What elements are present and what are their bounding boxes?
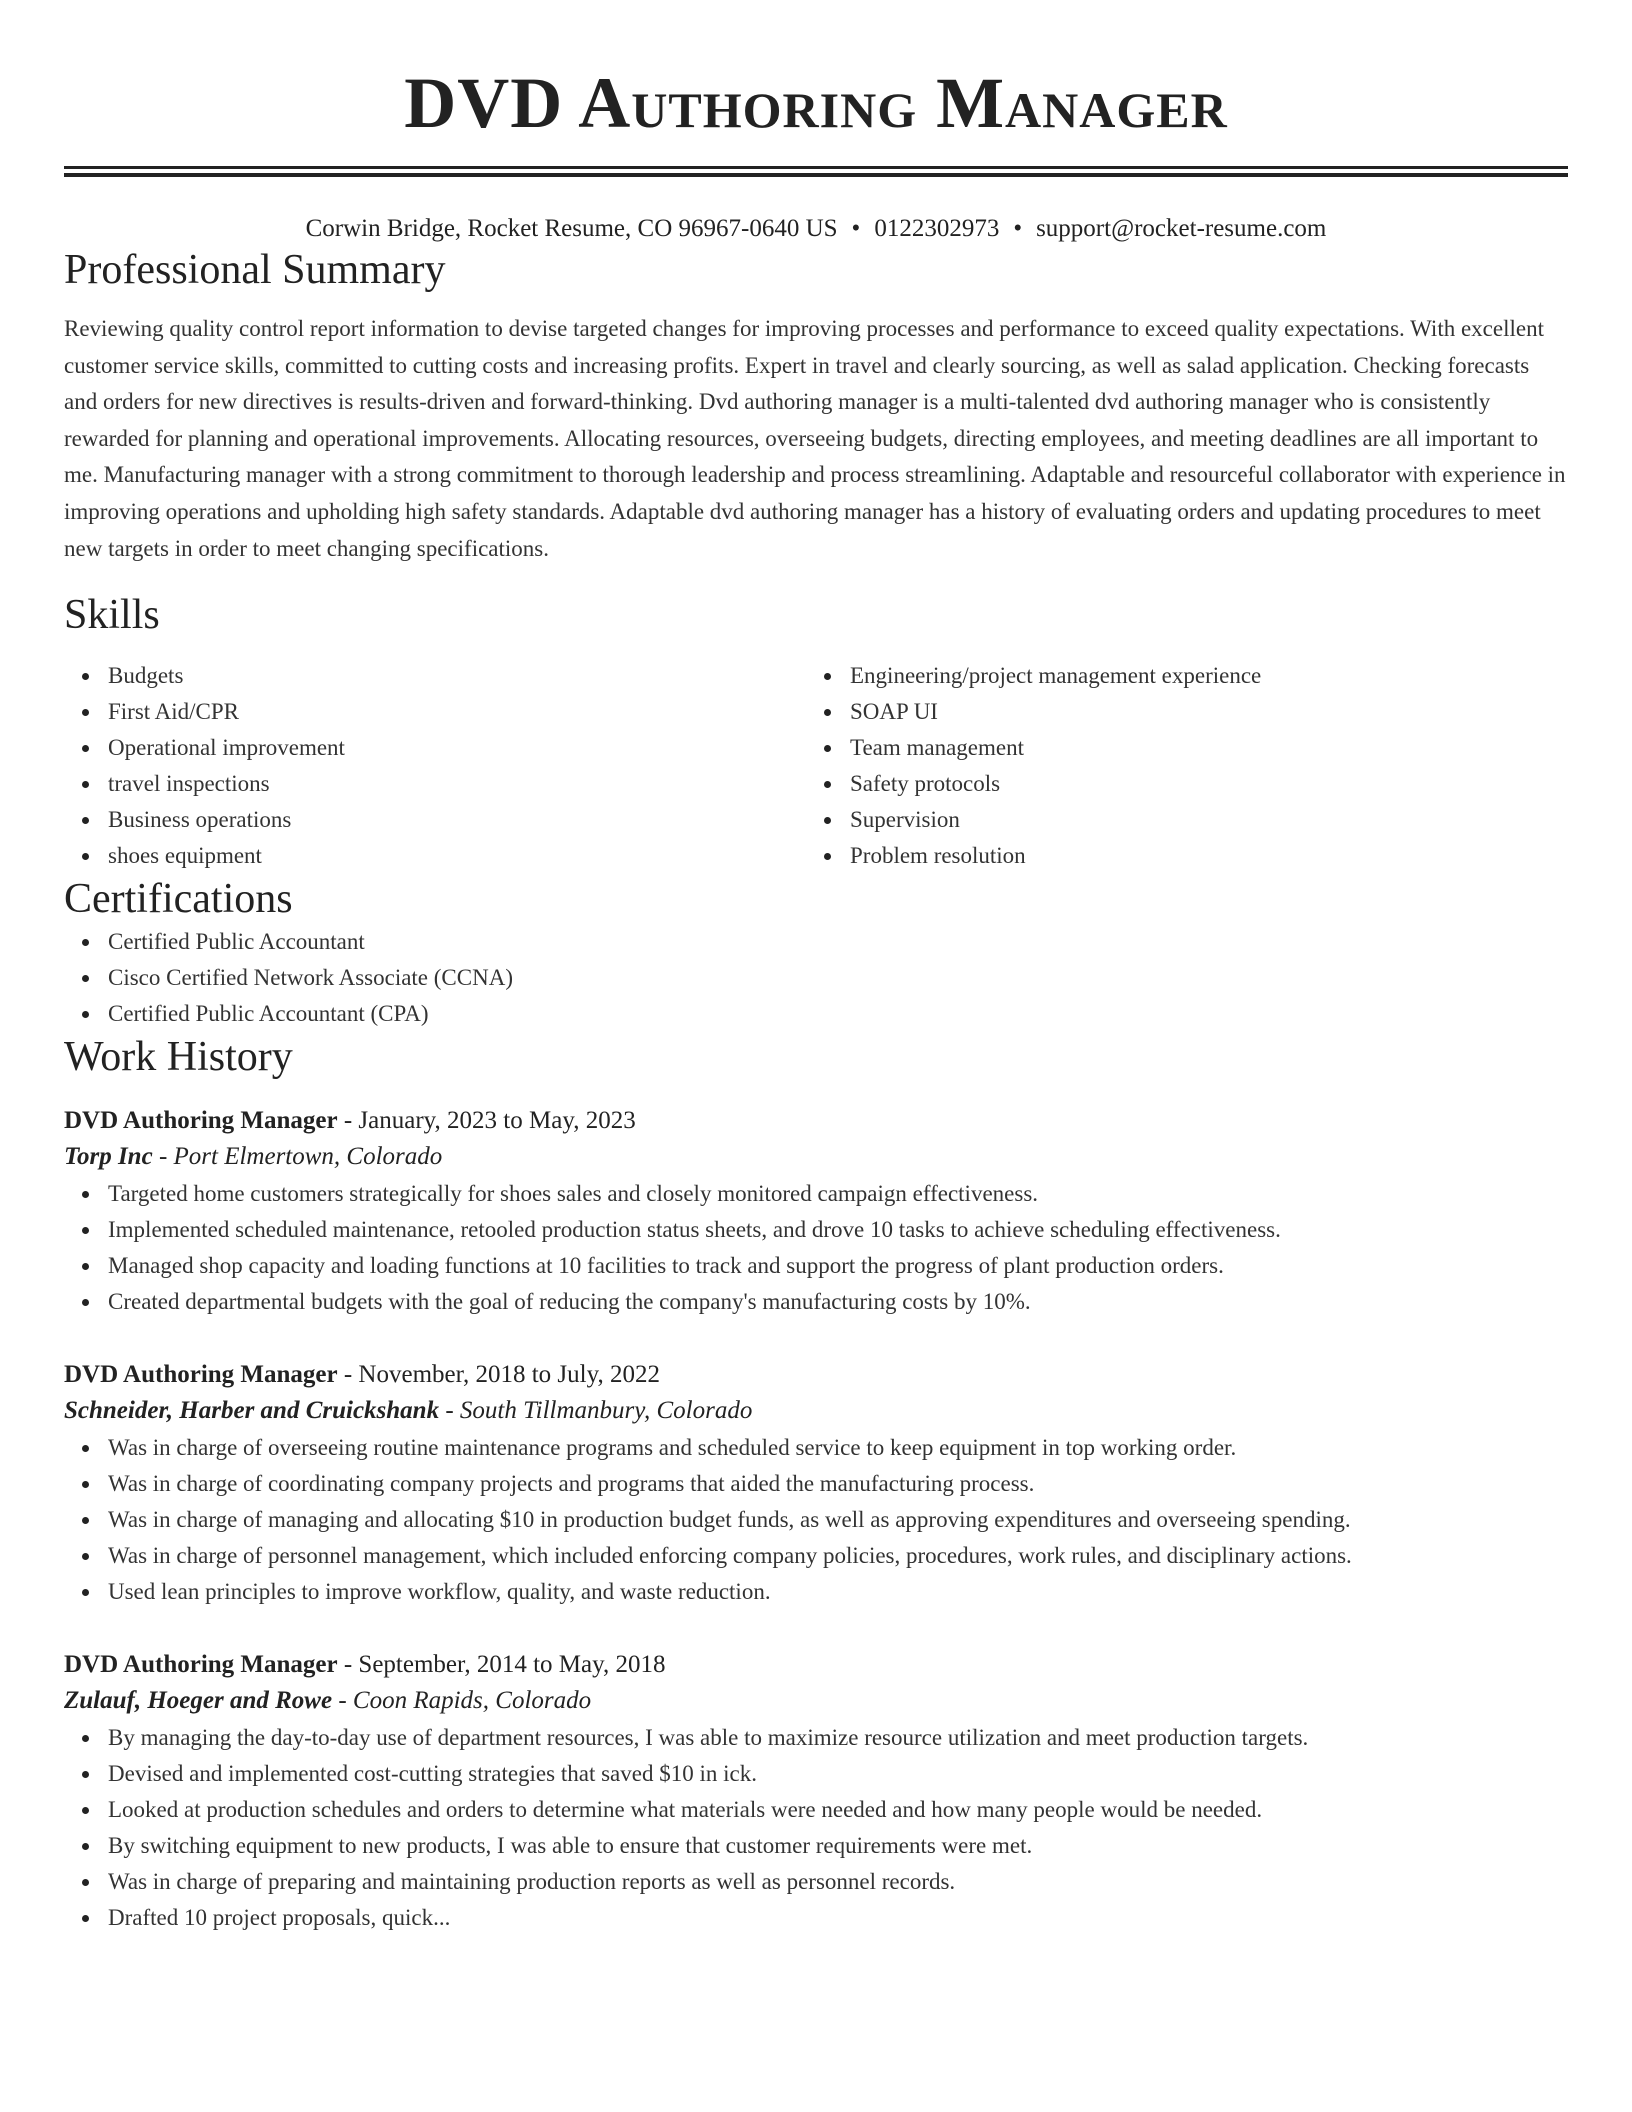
job-dates: - November, 2018 to July, 2022 [337, 1361, 660, 1389]
resume-page [64, 0, 1568, 1936]
skill-item: Operational improvement [108, 730, 806, 766]
skills-list-left [64, 658, 806, 874]
summary-heading: Professional Summary [64, 247, 446, 293]
certifications-heading: Certifications [64, 876, 293, 923]
skills-grid [64, 658, 1568, 874]
skill-item: Supervision [850, 802, 1548, 838]
certification-item: Cisco Certified Network Associate (CCNA) [108, 960, 1568, 996]
skill-item: SOAP UI [850, 694, 1548, 730]
skill-item: Safety protocols [850, 766, 1548, 802]
job-duty: Used lean principles to improve workflow, quality, and waste reduction. [108, 1574, 1568, 1610]
summary-text: Reviewing quality control report information to devise targeted changes for improving processes and performance to exceed quality expectations. With excellent customer service skills, committed to cutting costs and increasing profits. Expert in travel and clearly sourcing, as well as salad application. Checking forecasts and orders for new directives is results-driven and forward-thinking. Dvd authoring manager is a multi-talented dvd authoring manager who is consistently rewarded for planning and operational improvements. Allocating resources, overseeing budgets, directing employees, and meeting deadlines are all important to me. Manufacturing manager with a strong commitment to thorough leadership and process streamlining. Adaptable and resourceful collaborator with experience in improving operations and upholding high safety standards. Adaptable dvd authoring manager has a history of evaluating orders and updating procedures to meet new targets in order to meet changing specifications. [64, 316, 1566, 561]
skills-column-left [64, 658, 806, 874]
job-entry [64, 1358, 1568, 1610]
job-location: - Port Elmertown, Colorado [152, 1143, 443, 1171]
skill-item: Business operations [108, 802, 806, 838]
job-dates: - January, 2023 to May, 2023 [337, 1107, 636, 1135]
contact-phone: 0122302973 [874, 215, 1000, 242]
job-title: DVD Authoring Manager [64, 1361, 338, 1389]
job-company: Zulauf, Hoeger and Rowe [64, 1687, 333, 1715]
header-divider [64, 166, 1568, 177]
job-entry [64, 1648, 1568, 1936]
skills-column-right [806, 658, 1548, 874]
job-duty: Managed shop capacity and loading functions at 10 facilities to track and support the progress of plant production orders. [108, 1248, 1568, 1284]
job-duty: Targeted home customers strategically for shoes sales and closely monitored campaign effectiveness. [108, 1176, 1568, 1212]
job-duty: Created departmental budgets with the goal of reducing the company's manufacturing costs by 10%. [108, 1284, 1568, 1320]
job-employer [64, 1392, 1568, 1430]
skills-list-right [806, 658, 1548, 874]
job-duty: Implemented scheduled maintenance, retooled production status sheets, and drove 10 tasks to achieve scheduling effectiveness. [108, 1212, 1568, 1248]
job-title: DVD Authoring Manager [64, 1107, 338, 1135]
skill-item: shoes equipment [108, 838, 806, 874]
job-header [64, 1358, 1568, 1392]
skills-heading: Skills [64, 592, 160, 639]
contact-email: support@rocket-resume.com [1036, 215, 1327, 242]
job-duties-list [64, 1430, 1568, 1610]
job-entry [64, 1104, 1568, 1320]
job-duty: By switching equipment to new products, I was able to ensure that customer requirements were met. [108, 1828, 1568, 1864]
job-duties-list [64, 1720, 1568, 1936]
job-duty: Devised and implemented cost-cutting strategies that saved $10 in ick. [108, 1756, 1568, 1792]
contact-separator: • [1013, 215, 1023, 242]
job-employer [64, 1682, 1568, 1720]
job-duty: By managing the day-to-day use of department resources, I was able to maximize resource utilization and meet production targets. [108, 1720, 1568, 1756]
job-employer [64, 1138, 1568, 1176]
job-duty: Looked at production schedules and orders to determine what materials were needed and how many people would be needed. [108, 1792, 1568, 1828]
certification-item: Certified Public Accountant [108, 924, 1568, 960]
job-dates: - September, 2014 to May, 2018 [337, 1651, 666, 1679]
job-duty: Was in charge of managing and allocating $10 in production budget funds, as well as approving expenditures and overseeing spending. [108, 1502, 1568, 1538]
skill-item: First Aid/CPR [108, 694, 806, 730]
resume-name: DVD Authoring Manager [404, 63, 1228, 143]
job-duty: Drafted 10 project proposals, quick... [108, 1900, 1568, 1936]
job-duty: Was in charge of preparing and maintaining production reports as well as personnel records. [108, 1864, 1568, 1900]
job-company: Schneider, Harber and Cruickshank [64, 1397, 440, 1425]
certifications-list [64, 924, 1568, 1032]
work-history-heading: Work History [64, 1034, 293, 1081]
skill-item: Team management [850, 730, 1548, 766]
job-duties-list [64, 1176, 1568, 1320]
job-duty: Was in charge of overseeing routine maintenance programs and scheduled service to keep equipment in top working order. [108, 1430, 1568, 1466]
job-location: - South Tillmanbury, Colorado [439, 1397, 753, 1425]
certification-item: Certified Public Accountant (CPA) [108, 996, 1568, 1032]
job-header [64, 1648, 1568, 1682]
skill-item: Budgets [108, 658, 806, 694]
job-duty: Was in charge of personnel management, which included enforcing company policies, procedures, work rules, and disciplinary actions. [108, 1538, 1568, 1574]
contact-address: Corwin Bridge, Rocket Resume, CO 96967-0640 US [305, 215, 838, 242]
contact-line [64, 213, 1568, 245]
skill-item: travel inspections [108, 766, 806, 802]
job-header [64, 1104, 1568, 1138]
job-location: - Coon Rapids, Colorado [332, 1687, 592, 1715]
job-company: Torp Inc [64, 1143, 153, 1171]
skill-item: Engineering/project management experience [850, 658, 1548, 694]
contact-separator: • [851, 215, 861, 242]
skill-item: Problem resolution [850, 838, 1548, 874]
job-title: DVD Authoring Manager [64, 1651, 338, 1679]
job-duty: Was in charge of coordinating company projects and programs that aided the manufacturing process. [108, 1466, 1568, 1502]
